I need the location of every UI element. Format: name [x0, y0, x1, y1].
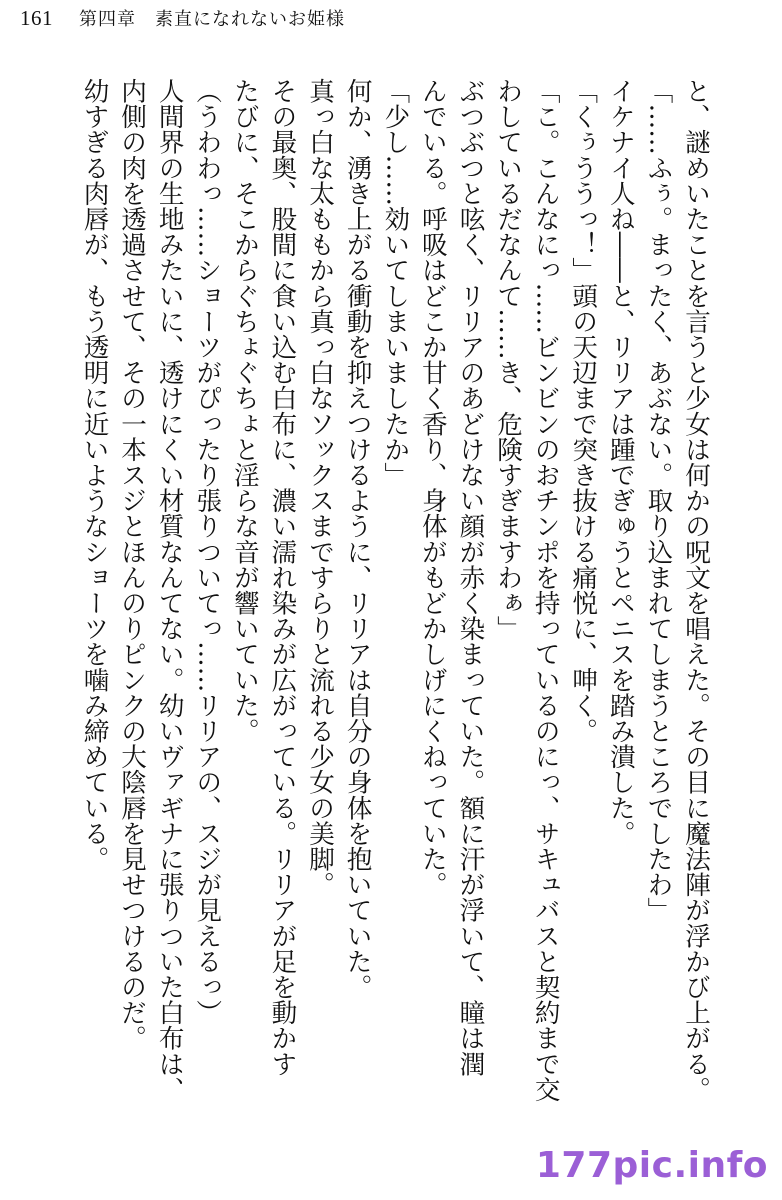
text-line-4: 「くぅううっ！」頭の天辺まで突き抜ける痛悦に、呻く。	[568, 78, 599, 744]
text-line-1: と、謎めいたことを言うと少女は何かの呪文を唱えた。その目に魔法陣が浮かび上がる。	[681, 78, 711, 1102]
text-line-10: 何か、湧き上がる衝動を抑えつけるように、リリアは自分の身体を抱いていた。	[342, 78, 373, 1000]
text-line-13: たびに、そこからぐちょぐちょと淫らな音が響いていた。	[229, 78, 260, 744]
text-line-3: イケナイ人ね――と、リリアは踵でぎゅうとペニスを踏み潰した。	[605, 78, 636, 846]
vertical-body-text	[54, 78, 714, 1158]
text-line-16: 内側の肉を透過させて、その一本スジとほんのりピンクの大陰唇を見せつけるのだ。	[117, 78, 148, 1051]
chapter-title: 第四章 素直になれないお姫様	[79, 9, 345, 30]
text-line-7: ぶつぶつと呟く、リリアのあどけない顔が赤く染まっていた。額に汗が浮いて、瞳は潤	[455, 78, 486, 1077]
text-line-11: 真っ白な太ももから真っ白なソックスまですらりと流れる少女の美脚。	[305, 78, 336, 898]
site-watermark: 177pic.info	[535, 1145, 768, 1186]
text-line-15: 人間界の生地みたいに、透けにくい材質なんてない。幼いヴァギナに張りついた白布は、	[154, 78, 185, 1102]
page-number: 161	[20, 5, 53, 30]
text-line-14: （うわわっ……ショーツがぴったり張りついてっ……リリアの、スジが見えるっ）	[192, 78, 223, 1026]
running-header	[20, 4, 345, 32]
text-line-9: 「少し……効いてしまいましたか」	[380, 78, 411, 488]
text-line-5: 「こ。こんなにっ……ビンビンのおチンポを持っているのにっ、サキュバスと契約まで交	[530, 78, 561, 1102]
text-line-8: んでいる。呼吸はどこか甘く香り、身体がもどかしげにくねっていた。	[417, 78, 448, 898]
text-line-2: 「……ふぅ。まったく、あぶない。取り込まれてしまうところでしたわ」	[643, 78, 674, 923]
text-line-12: その最奥、股間に食い込む白布に、濃い濡れ染みが広がっている。リリアが足を動かす	[267, 78, 298, 1077]
text-line-17: 幼すぎる肉唇が、もう透明に近いようなショーツを噛み締めている。	[79, 78, 110, 872]
text-line-6: わしているだなんて……き、危険すぎますわぁ」	[493, 78, 524, 642]
